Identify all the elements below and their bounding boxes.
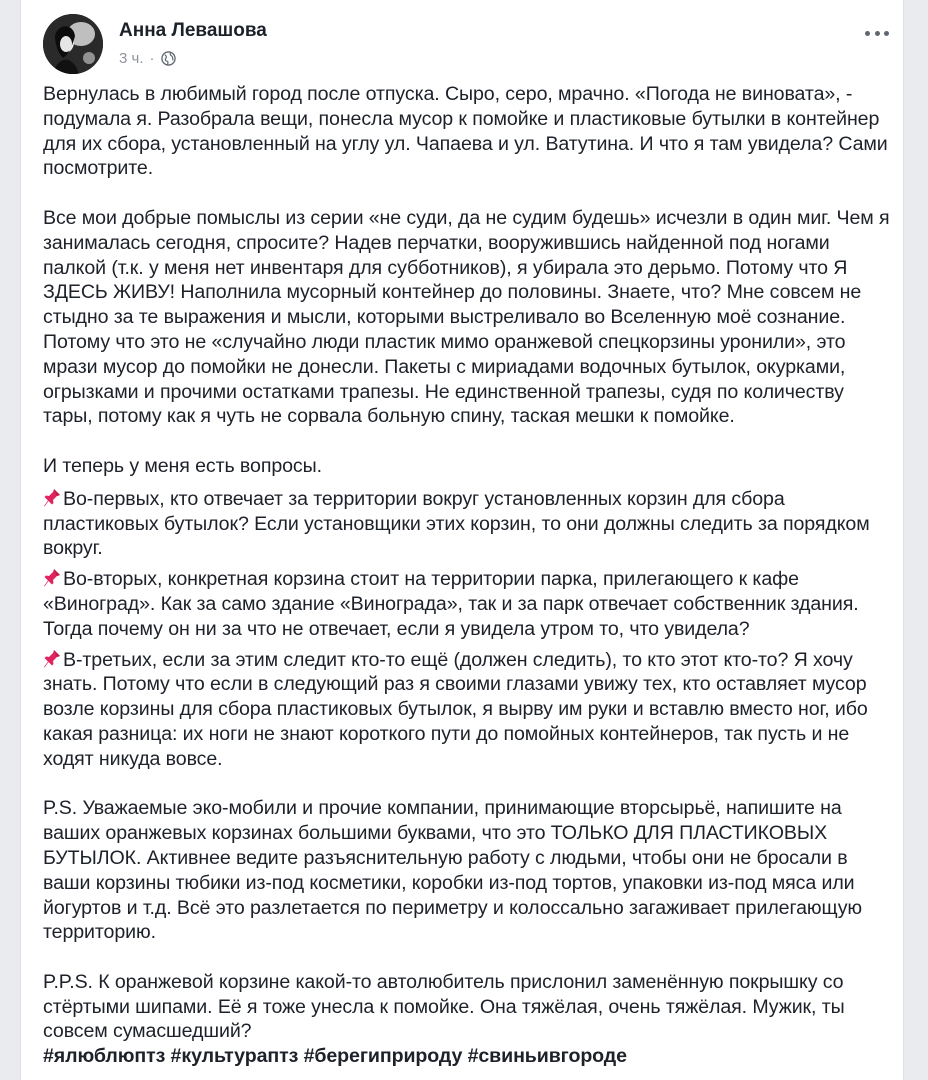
- dot: [875, 31, 880, 36]
- meta-separator: ·: [149, 50, 155, 67]
- paragraph-2: Все мои добрые помыслы из серии «не суди, да не судим будешь» исчезли в один миг. Чем я занималась сегодня, спросите? Надев перчатки, вооружившись найденной под ногами палкой (т.к. у меня нет инвентаря для субботников), я убирала это дерьмо. Потому что Я ЗДЕСЬ ЖИВУ! Наполнила мусорный контейнер до половины. Знаете, что? Мне совсем не стыдно за те выражения и мысли, которыми выстреливало во Вселенную моё сознание. Потому что это не «случайно люди пластик мимо оранжевой спецкорзины уронили», это мрази мусор до помойки не донесли. Пакеты с мириадами водочных бутылок, окурками, огрызками и прочими остатками трапезы. Не единственной трапезы, судя по количеству тары, потому как я чуть не сорвала больную спину, таская мешки к помойке.: [43, 206, 890, 428]
- postscript: P.S. Уважаемые эко-мобили и прочие компании, принимающие вторсырьё, напишите на ваших оранжевых корзинах большими буквами, что это ТОЛЬКО ДЛЯ ПЛАСТИКОВЫХ БУТЫЛОК. Активнее ведите разъяснительную работу с людьми, чтобы они не бросали в ваши корзины тюбики из-под косметики, коробки из-под тортов, упаковки из-под мяса или йогуртов и т.д. Всё это разлетается по периметру и колоссально загаживает прилегающую территорию.: [43, 797, 862, 944]
- pushpin-icon: [43, 568, 61, 588]
- question-1: [43, 487, 891, 561]
- post-postscript: P.P.S. К оранжевой корзине какой-то автолюбитель прислонил заменённую покрышку со стёртыми шипами. Её я тоже унесла к помойке. Она тяжёлая, очень тяжёлая. Мужик, ты совсем сумасшедший?: [43, 970, 845, 1043]
- paragraph-3: И теперь у меня есть вопросы.: [43, 454, 322, 477]
- post-header: [43, 14, 903, 74]
- question-2: [43, 567, 891, 641]
- question-3-text: В-третьих, если за этим следит кто-то ещё (должен следить), то кто этот кто-то? Я хочу знать. Потому что если в следующий раз я своими глазами увижу тех, кто оставляет мусор возле корзины для сбора пластиковых бутылок, я вырву им руки и вставлю вместо ног, ибо какая разница: их ноги не знают короткого пути до помойных контейнеров, так пусть и не ходят никуда вовсе.: [43, 648, 868, 770]
- pushpin-icon: [43, 488, 61, 508]
- dot: [884, 31, 889, 36]
- avatar[interactable]: [43, 14, 103, 74]
- ellipsis-icon[interactable]: [865, 26, 889, 40]
- question-1-text: Во-первых, кто отвечает за территории вокруг установленных корзин для сбора пластиковых бутылок? Если установщики этих корзин, то они должны следить за порядком вокруг.: [43, 487, 870, 560]
- author-name[interactable]: Анна Левашова: [119, 20, 267, 41]
- post-time[interactable]: 3 ч.: [119, 50, 144, 67]
- hashtags[interactable]: #ялюблюптз #культураптз #берегиприроду #свиньивгороде: [43, 1045, 627, 1068]
- question-2-text: Во-вторых, конкретная корзина стоит на территории парка, прилегающего к кафе «Виноград». Как за само здание «Винограда», так и за парк отвечает собственник здания. Тогда почему он ни за что не отвечает, если я увидела утром то, что увидела?: [43, 568, 859, 640]
- pushpin-icon: [43, 649, 61, 669]
- dot: [865, 31, 870, 36]
- post-card: [20, 0, 904, 1080]
- post-text: [43, 82, 891, 1069]
- avatar-photo: [43, 14, 103, 74]
- question-3: [43, 648, 891, 772]
- paragraph-1: Вернулась в любимый город после отпуска. Сыро, серо, мрачно. «Погода не виновата», - подумала я. Разобрала вещи, понесла мусор к помойке и пластиковые бутылки в контейнер для их сбора, установленный на углу ул. Чапаева и ул. Ватутина. И что я там увидела? Сами посмотрите.: [43, 83, 888, 180]
- globe-icon[interactable]: [161, 51, 176, 66]
- post-meta: [119, 50, 176, 67]
